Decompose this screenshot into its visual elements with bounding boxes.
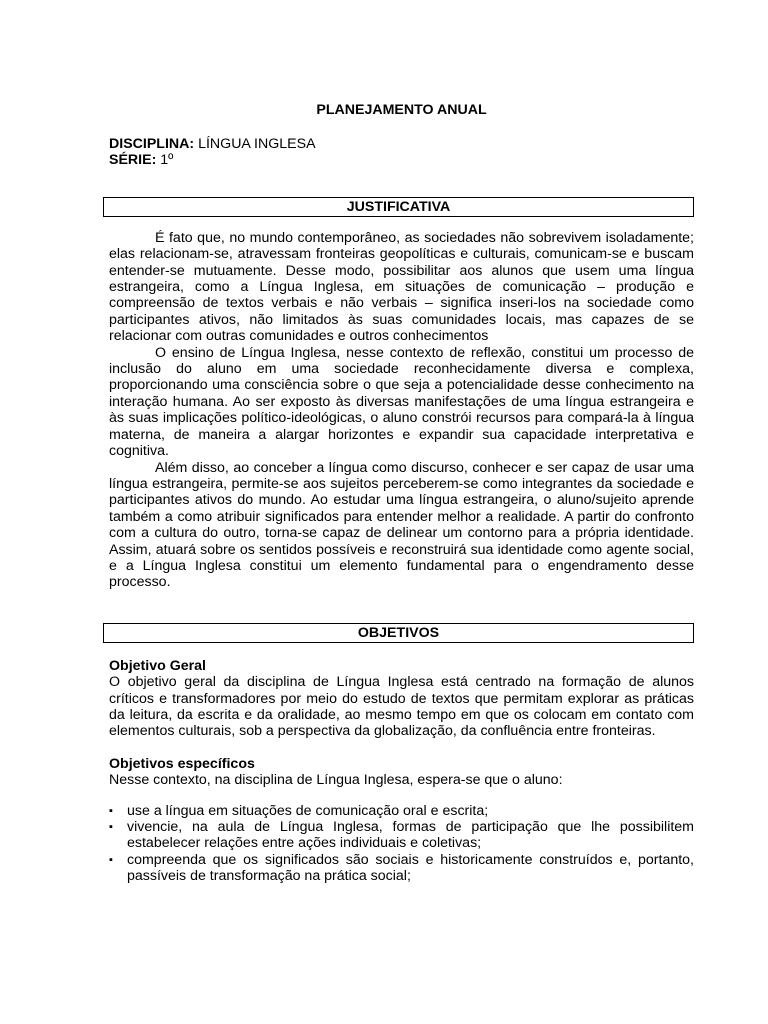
list-item — [109, 803, 694, 819]
objetivos-especificos-intro: Nesse contexto, na disciplina de Língua Inglesa, espera-se que o aluno: — [109, 772, 563, 789]
justificativa-body — [109, 230, 694, 591]
square-bullet-icon: ▪ — [109, 821, 113, 833]
objetivo-geral-heading: Objetivo Geral — [109, 657, 206, 674]
list-item — [109, 852, 694, 885]
square-bullet-icon: ▪ — [109, 853, 113, 866]
list-item-text: vivencie, na aula de Língua Inglesa, formas de participação que lhe possibilitem estabelecer relações entre ações individuais e coletivas; — [127, 819, 694, 852]
disciplina-label: DISCIPLINA: — [109, 136, 195, 152]
objetivos-especificos-section — [109, 756, 694, 885]
objetivo-geral-section — [109, 658, 694, 740]
justificativa-paragraph: O ensino de Língua Inglesa, nesse contexto de reflexão, constitui um processo de inclusão do aluno em uma sociedade reconhecidamente diversa e complexa, proporcionando uma consciência sobre o que seja a potencialidade desse conhecimento na interação humana. Ao ser exposto às diversas manifestações de uma língua estrangeira e às suas implicações político-ideológicas, o aluno constrói recursos para compará-la à língua materna, de maneira a alargar horizontes e expandir sua capacidade interpretativa e cognitiva. — [109, 344, 694, 460]
list-item-text: use a língua em situações de comunicação oral e escrita; — [127, 802, 489, 819]
disciplina-line — [109, 136, 694, 152]
page-title: PLANEJAMENTO ANUAL — [316, 102, 487, 118]
objetivo-geral-text: O objetivo geral da disciplina de Língua Inglesa está centrado na formação de alunos críticos e transformadores por meio do estudo de textos que permitam explorar as práticas da leitura, da escrita e da oralidade, ao mesmo tempo em que os colocam em contato com elementos culturais, sob a perspectiva da globalização, da confluência entre fronteiras. — [109, 674, 694, 740]
section-heading-justificativa: JUSTIFICATIVA — [103, 197, 694, 217]
objetivos-especificos-heading: Objetivos específicos — [109, 755, 255, 772]
serie-label: SÉRIE: — [109, 152, 157, 169]
justificativa-paragraph: Além disso, ao conceber a língua como discurso, conhecer e ser capaz de usar uma língua estrangeira, permite-se aos sujeitos perceberem-se como integrantes da sociedade e participantes ativos do mundo. Ao estudar uma língua estrangeira, o aluno/sujeito aprende também a como atribuir significados para entender melhor a realidade. A partir do confronto com a cultura do outro, torna-se capaz de delinear um contorno para a própria identidade. Assim, atuará sobre os sentidos possíveis e reconstruirá sua identidade como agente social, e a Língua Inglesa constitui um elemento fundamental para o engendramento desse processo. — [109, 459, 694, 591]
document-page — [109, 102, 694, 885]
square-bullet-icon: ▪ — [109, 804, 113, 817]
document-meta — [109, 136, 694, 169]
serie-line — [109, 152, 694, 168]
disciplina-value: LÍNGUA INGLESA — [198, 136, 316, 152]
objetivos-especificos-list — [109, 803, 694, 885]
serie-value: 1º — [160, 152, 174, 169]
list-item-text: compreenda que os significados são sociais e historicamente construídos e, portanto, passíveis de transformação na prática social; — [127, 851, 694, 885]
justificativa-paragraph: É fato que, no mundo contemporâneo, as sociedades não sobrevivem isoladamente; elas relacionam-se, atravessam fronteiras geopolíticas e culturais, comunicam-se e buscam entender-se mutuamente. Desse modo, possibilitar aos alunos que usem uma língua estrangeira, como a Língua Inglesa, em situações de comunicação – produção e compreensão de textos verbais e não verbais – significa inseri-los na sociedade como participantes ativos, não limitados às suas comunidades locais, mas capazes de se relacionar com outras comunidades e outros conhecimentos — [109, 229, 694, 345]
list-item — [109, 819, 694, 852]
section-heading-objetivos: OBJETIVOS — [103, 623, 694, 643]
